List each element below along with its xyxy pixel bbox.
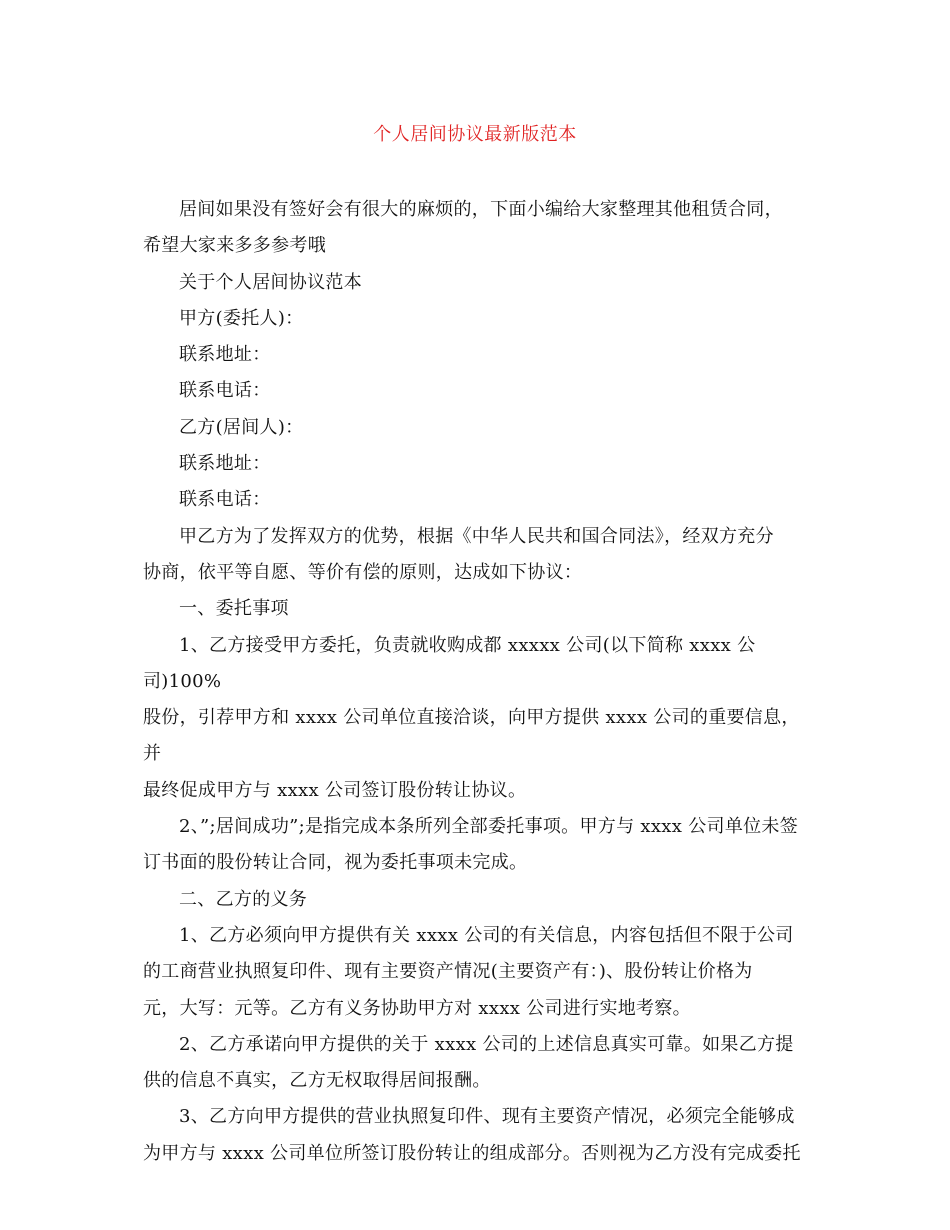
clause-line: 供的信息不真实，乙方无权取得居间报酬。 — [143, 1070, 491, 1092]
agreement-subtitle: 关于个人居间协议范本 — [179, 271, 362, 293]
clause-line: 订书面的股份转让合同，视为委托事项未完成。 — [143, 852, 528, 874]
clause-line: 的工商营业执照复印件、现有主要资产情况(主要资产有：)、股份转让价格为 — [143, 961, 753, 983]
document-body — [143, 192, 813, 1172]
section2-item2 — [143, 1027, 813, 1100]
clause-line: 1、乙方必须向甲方提供有关 xxxx 公司的有关信息，内容包括但不限于公司 — [179, 924, 794, 946]
intro-line: 居间如果没有签好会有很大的麻烦的，下面小编给大家整理其他租赁合同， — [179, 199, 783, 220]
party-b-phone-label: 联系电话： — [179, 489, 271, 511]
section1-item2 — [143, 809, 813, 882]
clause-line: 最终促成甲方与 xxxx 公司签订股份转让协议。 — [143, 779, 527, 801]
intro-paragraph — [143, 192, 813, 265]
clause-line: 2、乙方承诺向甲方提供的关于 xxxx 公司的上述信息真实可靠。如果乙方提 — [179, 1033, 794, 1055]
section-heading-2: 二、乙方的义务 — [179, 888, 308, 910]
document-title: 个人居间协议最新版范本 — [373, 124, 577, 145]
preamble-paragraph — [143, 519, 813, 592]
section-heading-1: 一、委托事项 — [179, 598, 289, 620]
party-a-address-label: 联系地址： — [179, 344, 271, 366]
preamble-line: 协商，依平等自愿、等价有偿的原则，达成如下协议： — [143, 561, 583, 583]
clause-line: 股份，引荐甲方和 xxxx 公司单位直接洽谈，向甲方提供 xxxx 公司的重要信息，并 — [143, 707, 800, 765]
section2-item3 — [143, 1099, 813, 1172]
party-a-phone-label: 联系电话： — [179, 380, 271, 402]
intro-line: 希望大家来多多参考哦 — [143, 235, 326, 257]
clause-line: 3、乙方向甲方提供的营业执照复印件、现有主要资产情况，必须完全能够成 — [179, 1106, 795, 1128]
preamble-line: 甲乙方为了发挥双方的优势，根据《中华人民共和国合同法》，经双方充分 — [179, 525, 774, 547]
clause-line: 1、乙方接受甲方委托，负责就收购成都 xxxxx 公司(以下简称 xxxx 公司)100% — [143, 634, 756, 692]
party-a-label: 甲方(委托人)： — [179, 307, 304, 329]
clause-line: 为甲方与 xxxx 公司单位所签订股份转让的组成部分。否则视为乙方没有完成委托 — [143, 1142, 801, 1164]
clause-line: 2、”;居间成功”;是指完成本条所列全部委托事项。甲方与 xxxx 公司单位未签 — [179, 816, 799, 838]
clause-line: 元，大写：元等。乙方有义务协助甲方对 xxxx 公司进行实地考察。 — [143, 997, 691, 1019]
section1-item1 — [143, 628, 813, 809]
party-b-label: 乙方(居间人)： — [179, 416, 304, 438]
section2-item1 — [143, 918, 813, 1027]
party-b-address-label: 联系地址： — [179, 453, 271, 475]
